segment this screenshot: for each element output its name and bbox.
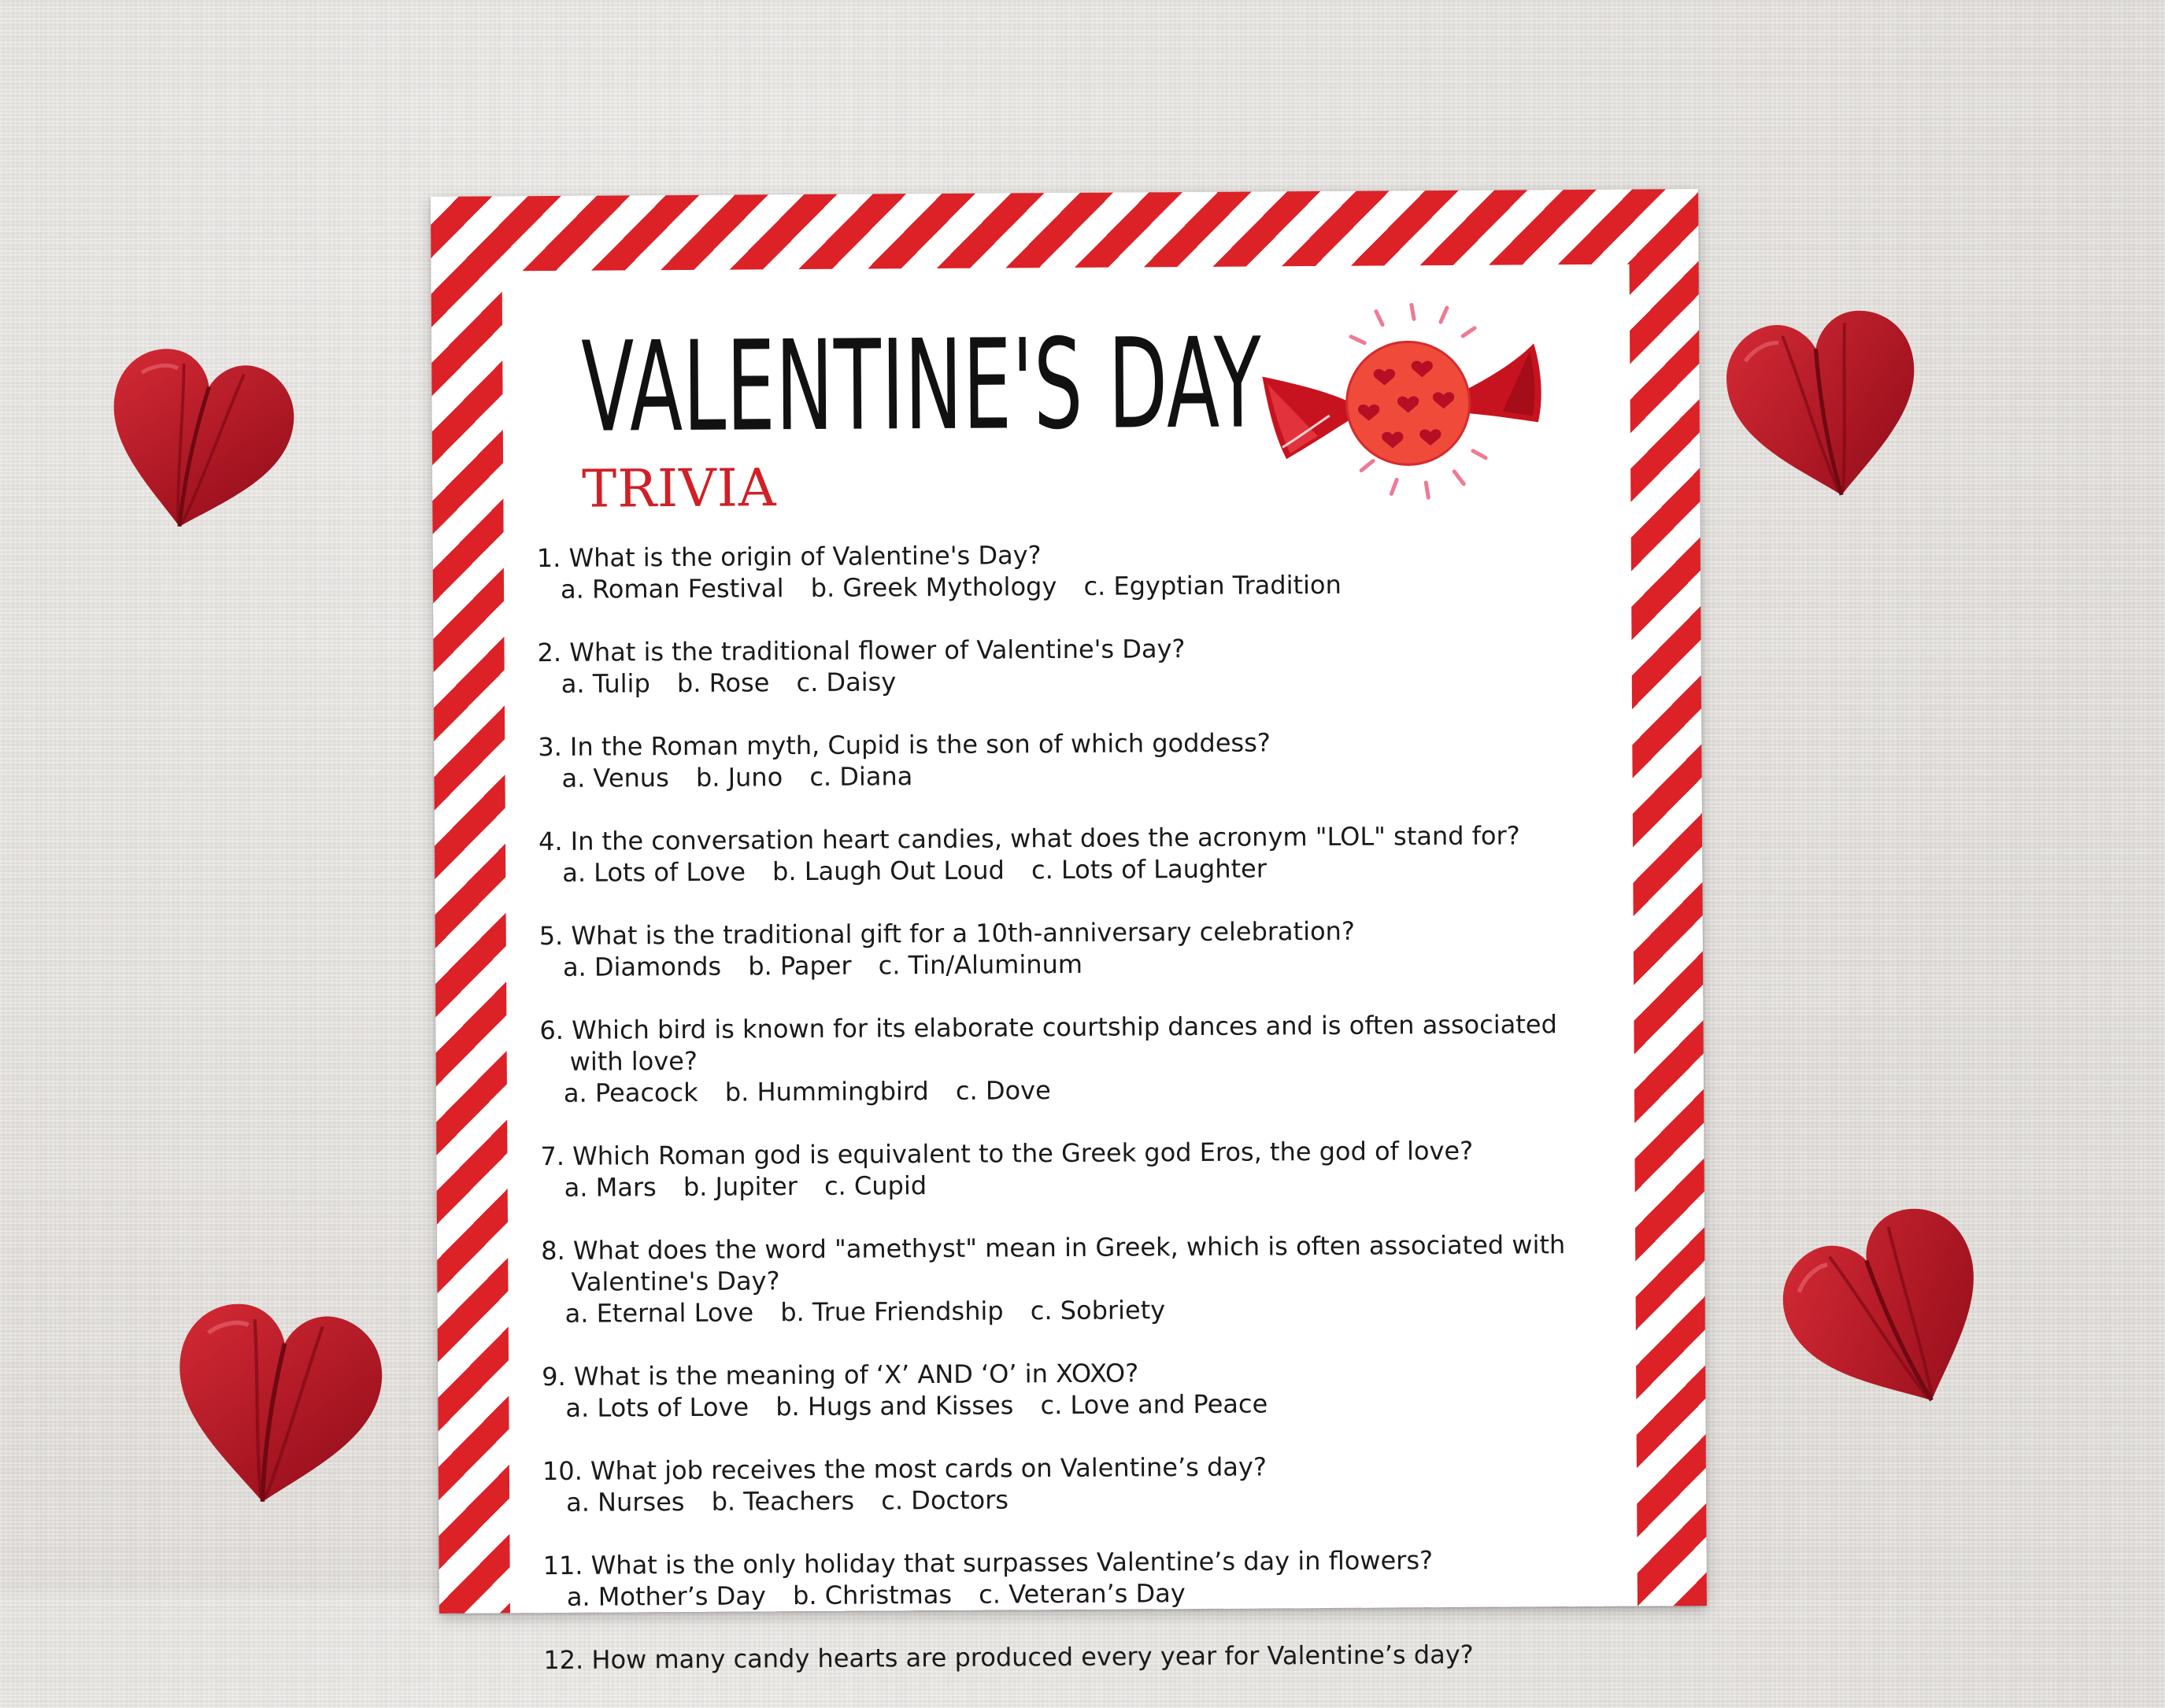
question-item <box>543 1543 1606 1613</box>
answer-option: a. Mars <box>564 1172 657 1203</box>
question-options <box>541 1166 1604 1203</box>
page-subtitle: TRIVIA <box>582 457 777 519</box>
answer-option: a. Lots of Love <box>565 1392 749 1423</box>
answer-option: b. Greek Mythology <box>810 571 1057 603</box>
question-item <box>538 819 1601 889</box>
question-item <box>541 1229 1604 1329</box>
question-options <box>542 1386 1604 1424</box>
question-item <box>542 1449 1605 1518</box>
question-options <box>538 662 1601 700</box>
question-item <box>539 1008 1603 1109</box>
questions-list <box>537 536 1607 1707</box>
answer-option: c. Cupid <box>823 1170 927 1201</box>
question-item <box>540 1134 1603 1203</box>
sheet-content <box>502 264 1638 1676</box>
question-options <box>540 1071 1603 1109</box>
question-text: 8. What does the word "amethyst" mean in Greek, which is often associated with Valentine's Day? <box>541 1229 1566 1297</box>
answer-option: a. Lots of Love <box>562 856 746 888</box>
question-text: 10. What job receives the most cards on Valentine’s day? <box>542 1451 1268 1487</box>
trivia-sheet <box>431 189 1707 1676</box>
question-item <box>539 914 1602 983</box>
answer-option: a. Diamonds <box>562 951 722 982</box>
paper-heart-icon <box>151 1285 400 1533</box>
answer-option: b. Christmas <box>792 1579 953 1611</box>
question-options <box>537 567 1600 605</box>
question-text: 9. What is the meaning of ‘X’ AND ‘O’ in XOXO? <box>542 1358 1139 1392</box>
question-item <box>542 1355 1604 1424</box>
answer-option: a. Roman Festival <box>560 573 784 604</box>
candy-icon <box>1250 296 1567 518</box>
question-options <box>539 945 1602 983</box>
answer-option: b. Jupiter <box>683 1171 798 1202</box>
answer-option: c. Lots of Laughter <box>1031 853 1268 885</box>
question-text: 12. How many candy hearts are produced every year for Valentine’s day? <box>543 1639 1474 1676</box>
question-text: 5. What is the traditional gift for a 10th-anniversary celebration? <box>538 915 1355 952</box>
answer-option: b. Juno <box>695 762 783 793</box>
question-text: 2. What is the traditional flower of Valentine's Day? <box>537 634 1186 668</box>
question-text: 6. Which bird is known for its elaborate courtship dances and is often associated with love? <box>539 1009 1557 1077</box>
answer-option: c. Diana <box>809 761 913 792</box>
answer-option: c. Dove <box>955 1075 1051 1106</box>
answer-option: b. Rose <box>676 667 770 699</box>
question-text: 1. What is the origin of Valentine's Day? <box>536 540 1042 574</box>
paper-heart-icon <box>80 328 314 562</box>
question-options <box>538 851 1601 889</box>
page-title: VALENTINE'S DAY <box>580 311 1262 460</box>
question-options <box>542 1292 1604 1329</box>
answer-option: a. Nurses <box>566 1486 685 1518</box>
answer-option: b. True Friendship <box>780 1296 1004 1328</box>
question-text: 4. In the conversation heart candies, what does the acronym "LOL" stand for? <box>538 820 1520 857</box>
answer-option: c. Veteran’s Day <box>979 1578 1186 1610</box>
answer-option: c. Tin/Aluminum <box>878 948 1083 981</box>
answer-option: a. Eternal Love <box>564 1297 754 1329</box>
answer-option: b. Hugs and Kisses <box>775 1390 1014 1422</box>
answer-option: a. Peacock <box>563 1077 698 1108</box>
question-item <box>537 630 1600 700</box>
question-text: 11. What is the only holiday that surpasses Valentine’s day in flowers? <box>542 1545 1434 1581</box>
question-options <box>538 756 1601 794</box>
answer-option: a. Tulip <box>561 668 650 699</box>
paper-heart-icon <box>1708 290 1945 527</box>
answer-option: a. Venus <box>561 763 669 793</box>
answer-option: b. Laugh Out Loud <box>772 855 1005 887</box>
question-item <box>543 1638 1606 1676</box>
answer-option: b. Teachers <box>711 1485 855 1517</box>
answer-option: a. Mother’s Day <box>566 1580 767 1612</box>
question-text: 7. Which Roman god is equivalent to the Greek god Eros, the god of love? <box>540 1135 1474 1172</box>
question-item <box>537 536 1600 605</box>
question-options <box>542 1481 1605 1518</box>
answer-option: c. Egyptian Tradition <box>1083 569 1342 601</box>
question-text: 3. In the Roman myth, Cupid is the son of which goddess? <box>538 727 1271 763</box>
answer-option: c. Daisy <box>796 667 897 698</box>
question-item <box>538 725 1601 794</box>
paper-heart-icon <box>1752 1177 2035 1460</box>
answer-option: b. Hummingbird <box>724 1076 929 1107</box>
answer-option: c. Love and Peace <box>1040 1388 1268 1421</box>
answer-option: c. Sobriety <box>1030 1295 1166 1326</box>
answer-option: b. Paper <box>748 950 852 982</box>
answer-option: c. Doctors <box>881 1484 1009 1516</box>
